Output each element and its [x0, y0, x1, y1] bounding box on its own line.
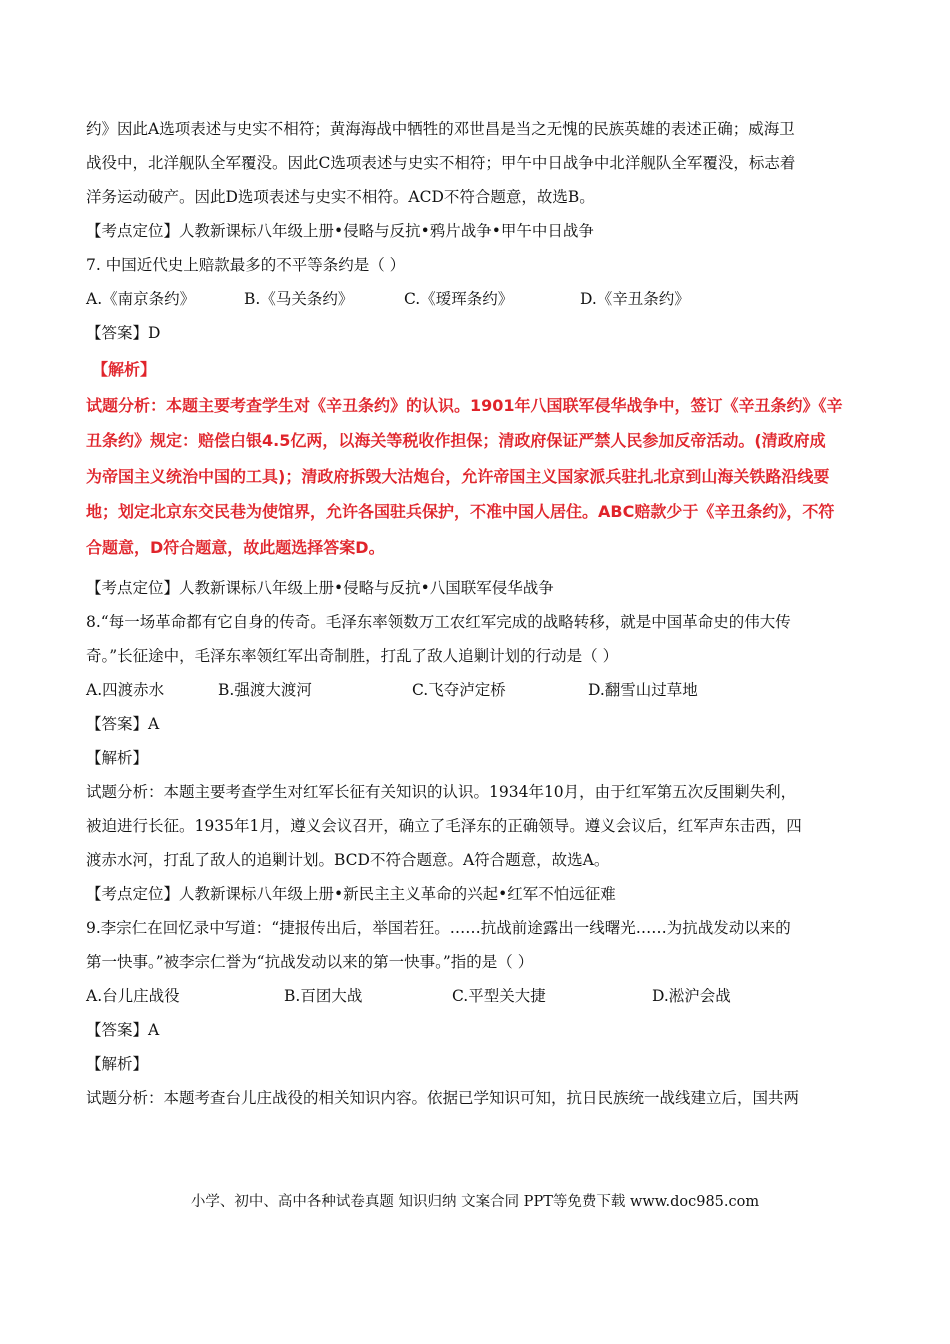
page-footer: 小学、初中、高中各种试卷真题 知识归纳 文案合同 PPT等免费下载 www.doc985.com — [190, 1194, 760, 1210]
key-point-q7: 【考点定位】人教新课标八年级上册•侵略与反抗•八国联军侵华战争 — [86, 579, 554, 597]
q8-analysis-line: 渡赤水河，打乱了敌人的追剿计划。BCD不符合题意。A符合题意，故选A。 — [86, 851, 610, 869]
q8-option-d: D.翻雪山过草地 — [588, 681, 698, 699]
q8-analysis-line: 被迫进行长征。1935年1月，遵义会议召开，确立了毛泽东的正确领导。遵义会议后，红军声东击西，四 — [86, 817, 802, 835]
text-line: 洋务运动破产。因此D选项表述与史实不相符。ACD不符合题意，故选B。 — [86, 188, 595, 206]
key-point-q8: 【考点定位】人教新课标八年级上册•新民主主义革命的兴起•红军不怕远征难 — [86, 885, 616, 903]
q8-analysis-heading: 【解析】 — [86, 749, 149, 767]
q7-analysis-heading: 【解析】 — [92, 360, 157, 379]
question-9-line: 9.李宗仁在回忆录中写道：“捷报传出后，举国若狂。……抗战前途露出一线曙光……为抗战发动以来的 — [86, 919, 791, 937]
key-point-q6: 【考点定位】人教新课标八年级上册•侵略与反抗•鸦片战争•甲午中日战争 — [86, 222, 594, 240]
q7-analysis-block — [86, 352, 876, 565]
q7-analysis-line: 合题意，D符合题意，故此题选择答案D。 — [86, 537, 385, 557]
q8-options — [86, 673, 876, 707]
q7-analysis-line: 为帝国主义统治中国的工具)；清政府拆毁大沽炮台，允许帝国主义国家派兵驻扎北京到山海关铁路沿线要 — [86, 466, 830, 486]
text-line: 战役中，北洋舰队全军覆没。因此C选项表述与史实不相符；甲午中日战争中北洋舰队全军覆没，标志着 — [86, 154, 796, 172]
page-content — [86, 112, 876, 1115]
q7-option-d: D.《辛丑条约》 — [580, 290, 690, 308]
q7-option-a: A.《南京条约》 — [86, 290, 196, 308]
q7-option-b: B.《马关条约》 — [244, 290, 354, 308]
q7-analysis-line: 地；划定北京东交民巷为使馆界，允许各国驻兵保护，不准中国人居住。ABC赔款少于《辛丑条约》，不符 — [86, 502, 835, 521]
text-line: 约》因此A选项表述与史实不相符；黄海海战中牺牲的邓世昌是当之无愧的民族英雄的表述正确；威海卫 — [86, 120, 795, 138]
q8-analysis-line: 试题分析：本题主要考查学生对红军长征有关知识的认识。1934年10月，由于红军第五次反围剿失利， — [86, 783, 797, 801]
q7-analysis-line: 试题分析：本题主要考查学生对《辛丑条约》的认识。1901年八国联军侵华战争中，签订《辛丑条约》《辛 — [86, 395, 843, 415]
q9-analysis-heading: 【解析】 — [86, 1055, 149, 1073]
q7-analysis-line: 丑条约》规定：赔偿白银4.5亿两，以海关等税收作担保；清政府保证严禁人民参加反帝活动。(清政府成 — [86, 431, 826, 450]
q9-option-a: A.台儿庄战役 — [86, 987, 180, 1005]
question-9-line: 第一快事。”被李宗仁誉为“抗战发动以来的第一快事。”指的是（ ） — [86, 953, 534, 971]
q9-option-d: D.淞沪会战 — [652, 987, 731, 1005]
q7-answer: 【答案】D — [86, 324, 161, 342]
q7-option-c: C.《瑷珲条约》 — [404, 290, 514, 308]
question-8-line: 奇。”长征途中，毛泽东率领红军出奇制胜，打乱了敌人追剿计划的行动是（ ） — [86, 647, 619, 665]
q9-option-b: B.百团大战 — [284, 987, 363, 1005]
question-8-line: 8.“每一场革命都有它自身的传奇。毛泽东率领数万工农红军完成的战略转移，就是中国革命史的伟大传 — [86, 613, 791, 631]
q7-options — [86, 282, 876, 316]
q8-option-b: B.强渡大渡河 — [218, 681, 312, 699]
q9-options — [86, 979, 876, 1013]
question-7: 7. 中国近代史上赔款最多的不平等条约是（ ） — [86, 256, 406, 274]
q8-option-c: C.飞夺泸定桥 — [412, 681, 506, 699]
q9-analysis-line: 试题分析：本题考查台儿庄战役的相关知识内容。依据已学知识可知，抗日民族统一战线建立后，国共两 — [86, 1089, 800, 1107]
q9-option-c: C.平型关大捷 — [452, 987, 546, 1005]
q8-option-a: A.四渡赤水 — [86, 681, 165, 699]
q9-answer: 【答案】A — [86, 1021, 160, 1039]
q8-answer: 【答案】A — [86, 715, 160, 733]
